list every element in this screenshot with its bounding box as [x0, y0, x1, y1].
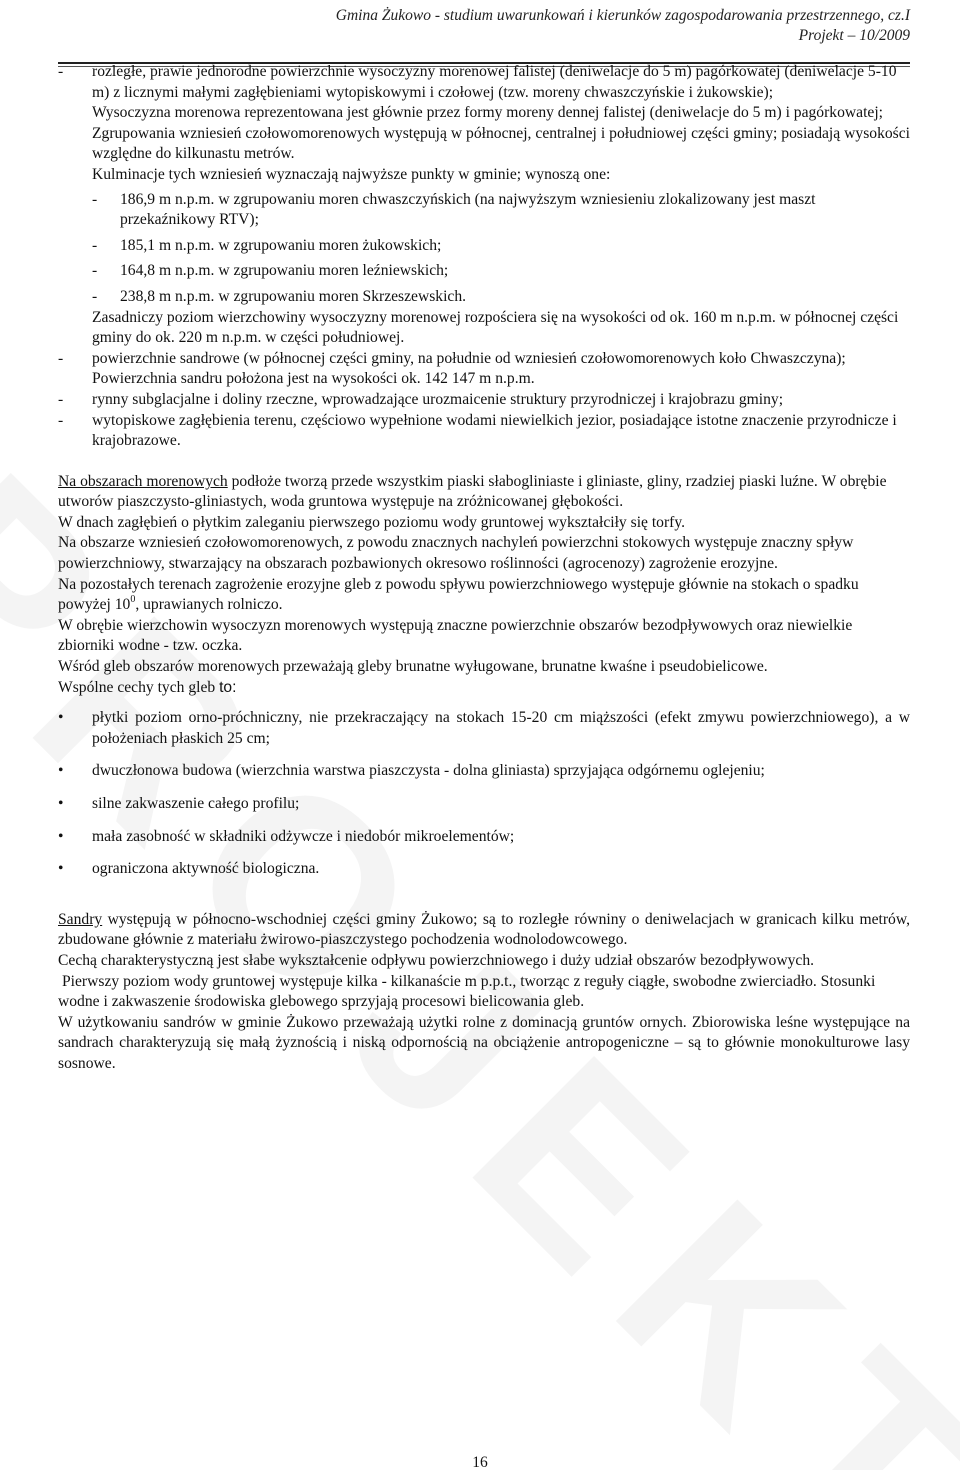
- dash-marker: -: [92, 287, 98, 305]
- list-item: [58, 349, 910, 390]
- bullet-marker: •: [58, 762, 64, 780]
- list-item-text: rynny subglacjalne i doliny rzeczne, wprowadzające urozmaicenie struktury przyrodniczej i krajobrazu gminy;: [92, 390, 784, 408]
- paragraph-text: Wspólne cechy tych gleb: [58, 678, 220, 696]
- bullet-marker: •: [58, 860, 64, 878]
- paragraph-text: Na pozostałych terenach zagrożenie erozyjne gleb z powodu spływu powierzchniowego występuje głównie na stokach o spadku powyżej 10: [58, 575, 859, 614]
- paragraph: Wśród gleb obszarów morenowych przeważają gleby brunatne wyługowane, brunatne kwaśne i pseudobielicowe.: [58, 658, 768, 676]
- dash-marker: -: [58, 390, 64, 408]
- page-number: 16: [472, 1454, 488, 1470]
- bullet-marker: •: [58, 709, 64, 727]
- paragraph-text: to:: [219, 678, 237, 696]
- list-item: [58, 859, 910, 880]
- list-item: [58, 761, 910, 782]
- paragraph-text: , uprawianych rolniczo.: [135, 596, 283, 614]
- paragraph: W użytkowaniu sandrów w gminie Żukowo przeważają użytki rolne z dominacją gruntów ornych. Zbiorowiska leśne występujące na sandrach charakteryzują się małą żyznością i niską odpornością na obciążenie antropogeniczne – są to głównie monokulturowe lasy sosnowe.: [58, 1013, 910, 1072]
- paragraph-text: występują w północno-wschodniej części gminy Żukowo; są to rozległe równiny o deniwelacjach w granicach kilku metrów, zbudowane głównie z materiału żwirowo-piaszczystego pochodzenia wodnolodowcowego.: [58, 910, 910, 949]
- paragraph: [58, 575, 910, 616]
- dash-marker: -: [58, 411, 64, 429]
- paragraph: W obrębie wierzchowin wysoczyzn morenowych występują znaczne powierzchnie obszarów bezodpływowych oraz niewielkie zbiorniki wodne - tzw. oczka.: [58, 616, 853, 655]
- list-item: [58, 390, 910, 411]
- paragraph: [58, 678, 910, 699]
- list-item: [58, 62, 910, 349]
- list-item-text: ograniczona aktywność biologiczna.: [92, 860, 320, 878]
- paragraph: Pierwszy poziom wody gruntowej występuje kilka - kilkanaście m p.p.t., tworząc z reguły ciągłe, swobodne zwierciadło. Stosunki wodne i zakwaszenie środowiska glebowego sprzyjają procesowi bielicowania gleb.: [58, 972, 876, 1011]
- spacer: [58, 452, 910, 472]
- paragraph: [58, 910, 910, 951]
- superscript: 0: [130, 594, 136, 606]
- soil-features-list: [58, 708, 910, 880]
- dash-marker: -: [92, 190, 98, 208]
- spacer: [58, 892, 910, 910]
- list-item: [92, 190, 910, 231]
- paragraph: Wysoczyzna morenowa reprezentowana jest głównie przez formy moreny dennej falistej (deniwelacje do 5 m) i pagórkowatej;: [92, 104, 883, 122]
- bullet-marker: •: [58, 795, 64, 812]
- list-item: [58, 794, 910, 815]
- paragraph: Cechą charakterystyczną jest słabe wykształcenie odpływu powierzchniowego i duży udział obszarów bezodpływowych.: [58, 951, 815, 969]
- list-item: [58, 411, 910, 452]
- elevation-list: [92, 190, 910, 308]
- paragraph: Zasadniczy poziom wierzchowiny wysoczyzny morenowej rozpościera się na wysokości od ok. 160 m n.p.m. w północnej części gminy do ok. 220 m n.p.m. w części południowej.: [92, 308, 899, 347]
- list-item-text: powierzchnie sandrowe (w północnej części gminy, na południe od wzniesień czołowomorenowych koło Chwaszczyna);: [92, 349, 846, 367]
- list-item-text: silne zakwaszenie całego profilu;: [92, 795, 300, 812]
- list-item: [92, 236, 910, 257]
- paragraph: Powierzchnia sandru położona jest na wysokości ok. 142 147 m n.p.m.: [92, 370, 535, 388]
- list-item-text: mała zasobność w składniki odżywcze i niedobór mikroelementów;: [92, 827, 515, 845]
- underlined-term: Sandry: [58, 910, 103, 928]
- landform-list: [58, 62, 910, 452]
- list-item-text: płytki poziom orno-próchniczny, nie przekraczający na stokach 15-20 cm miąższości (efekt zmywu powierzchniowego), a w położeniach płaskich 25 cm;: [92, 709, 910, 747]
- list-item-text: dwuczłonowa budowa (wierzchnia warstwa piaszczysta - dolna gliniasta) sprzyjająca odgórnemu oglejeniu;: [92, 762, 765, 780]
- list-item: [92, 261, 910, 282]
- list-item-text: rozległe, prawie jednorodne powierzchnie wysoczyzny morenowej falistej (deniwelacje do 5 m) pagórkowatej (deniwelacje 5-10 m) z licznymi małymi zagłębieniami wytopiskowymi i czołowej (tzw. moreny chwaszczyńskie i żukowskie);: [92, 63, 897, 101]
- paragraph: W dnach zagłębień o płytkim zaleganiu pierwszego poziomu wody gruntowej wykształciły się torfy.: [58, 513, 686, 531]
- underlined-term: Na obszarach morenowych: [58, 472, 228, 490]
- paragraph: Kulminacje tych wzniesień wyznaczają najwyższe punkty w gminie; wynoszą one:: [92, 165, 611, 183]
- header-subtitle: Projekt – 10/2009: [798, 27, 910, 44]
- document-header: [336, 6, 910, 46]
- paragraph: Zgrupowania wzniesień czołowomorenowych występują w północnej, centralnej i południowej części gminy; posiadają wysokości względne do kilkunastu metrów.: [92, 124, 910, 163]
- dash-marker: -: [58, 63, 64, 80]
- dash-marker: -: [92, 236, 98, 254]
- list-item-text: 164,8 m n.p.m. w zgrupowaniu moren leźniewskich;: [120, 262, 449, 280]
- list-item: [58, 827, 910, 848]
- list-item-text: 186,9 m n.p.m. w zgrupowaniu moren chwaszczyńskich (na najwyższym wzniesieniu zlokalizowany jest maszt przekaźnikowy RTV);: [120, 190, 816, 229]
- page-content: [58, 62, 910, 1075]
- paragraph-text: podłoże tworzą przede wszystkim piaski słabogliniaste i gliniaste, gliny, rzadziej piaski luźne. W obrębie utworów piaszczysto-gliniastych, woda gruntowa występuje na zróżnicowanej głębokości.: [58, 472, 887, 511]
- dash-marker: -: [58, 349, 64, 367]
- header-title: Gmina Żukowo - studium uwarunkowań i kierunków zagospodarowania przestrzennego, cz.I: [335, 7, 910, 24]
- list-item-text: 238,8 m n.p.m. w zgrupowaniu moren Skrzeszewskich.: [120, 287, 467, 305]
- dash-marker: -: [92, 262, 98, 280]
- list-item: [92, 287, 910, 308]
- bullet-marker: •: [58, 827, 64, 845]
- paragraph: Na obszarze wzniesień czołowomorenowych, z powodu znacznych nachyleń powierzchni stokowych występuje znaczny spływ powierzchniowy, stwarzający na obszarach pozbawionych okresowo roślinności (agrocenozy) zagrożenie erozyjne.: [58, 534, 854, 573]
- list-item-text: 185,1 m n.p.m. w zgrupowaniu moren żukowskich;: [120, 236, 442, 254]
- list-item: [58, 708, 910, 749]
- paragraph: [58, 472, 910, 513]
- list-item-text: wytopiskowe zagłębienia terenu, częściowo wypełnione wodami niewielkich jezior, posiadające istotne znaczenie przyrodnicze i krajobrazowe.: [92, 411, 897, 450]
